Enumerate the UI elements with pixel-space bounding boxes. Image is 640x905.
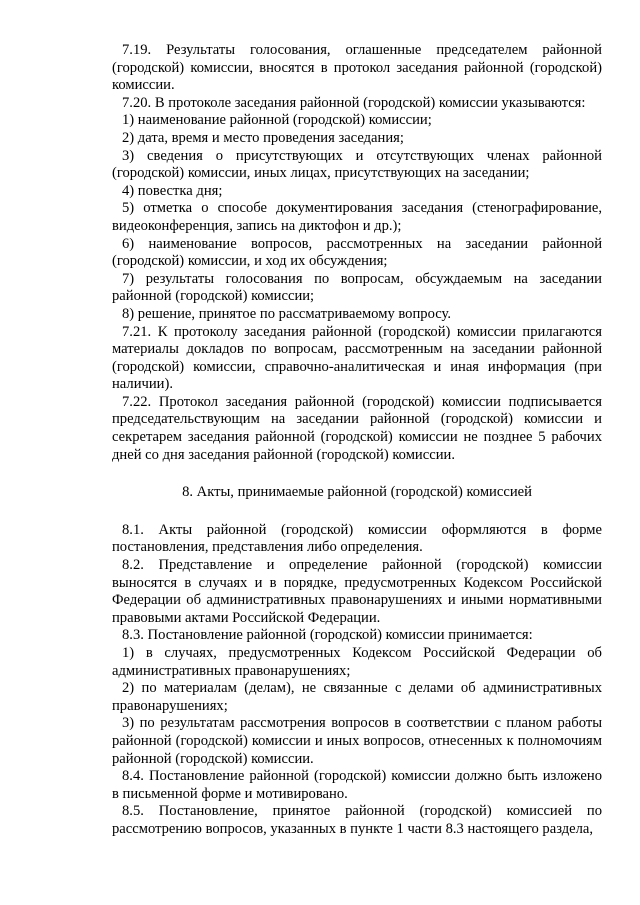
- document-page: [112, 42, 602, 839]
- list-item-8-3-2: 2) по материалам (делам), не связанные с делами об административных правонарушениях;: [112, 680, 602, 714]
- list-item-7-20-4: 4) повестка дня;: [122, 182, 223, 199]
- list-item-8-3-3: 3) по результатам рассмотрения вопросов в соответствии с планом работы районной (городской) комиссии и иных вопросов, отнесенных к полномочиям районной (городской) комиссии.: [112, 715, 602, 767]
- list-item-7-20-6: 6) наименование вопросов, рассмотренных на заседании районной (городской) комиссии, и ход их обсуждения;: [112, 235, 602, 270]
- list-item-7-20-7: 7) результаты голосования по вопросам, обсуждаемым на заседании районной (городской) комиссии;: [112, 270, 602, 305]
- paragraph-7-22: 7.22. Протокол заседания районной (городской) комиссии подписывается председательствующим на заседании районной (городской) комиссии и секретарем заседания районной (городской) комиссии не позднее 5 рабочих дней со дня заседания районной (городской) комиссии.: [112, 393, 602, 463]
- list-item-7-20-1: 1) наименование районной (городской) комиссии;: [122, 112, 432, 129]
- paragraph-8-5: 8.5. Постановление, принятое районной (городской) комиссией по рассмотрению вопросов, указанных в пункте 1 части 8.3 настоящего раздела,: [112, 803, 602, 837]
- list-item-7-20-2: 2) дата, время и место проведения заседания;: [122, 129, 404, 146]
- paragraph-8-2: 8.2. Представление и определение районной (городской) комиссии выносятся в случаях и в порядке, предусмотренных Кодексом Российской Федерации об административных правонарушениях и иными нормативными правовыми актами Российской Федерации.: [112, 557, 602, 626]
- list-item-8-3-1: 1) в случаях, предусмотренных Кодексом Российской Федерации об административных правонарушениях;: [112, 645, 602, 679]
- paragraph-7-21: 7.21. К протоколу заседания районной (городской) комиссии прилагаются материалы докладов по вопросам, рассмотренным на заседании районной (городской) комиссии, справочно-аналитическая и иная информация (при наличии).: [112, 323, 602, 393]
- paragraph-8-3: 8.3. Постановление районной (городской) комиссии принимается:: [122, 627, 533, 644]
- list-item-7-20-5: 5) отметка о способе документирования заседания (стенографирование, видеоконференция, запись на диктофон и др.);: [112, 200, 602, 234]
- paragraph-8-1: 8.1. Акты районной (городской) комиссии оформляются в форме постановления, представления либо определения.: [112, 521, 602, 556]
- paragraph-8-4: 8.4. Постановление районной (городской) комиссии должно быть изложено в письменной форме и мотивировано.: [112, 768, 602, 802]
- paragraph-7-20: 7.20. В протоколе заседания районной (городской) комиссии указываются:: [122, 94, 586, 111]
- section-heading: 8. Акты, принимаемые районной (городской) комиссией: [182, 484, 532, 501]
- list-item-7-20-8: 8) решение, принятое по рассматриваемому вопросу.: [122, 305, 452, 322]
- list-item-7-20-3: 3) сведения о присутствующих и отсутствующих членах районной (городской) комиссии, иных лицах, присутствующих на заседании;: [112, 147, 602, 182]
- paragraph-7-19: 7.19. Результаты голосования, оглашенные председателем районной (городской) комиссии, вносятся в протокол заседания районной (городской) комиссии.: [112, 42, 602, 94]
